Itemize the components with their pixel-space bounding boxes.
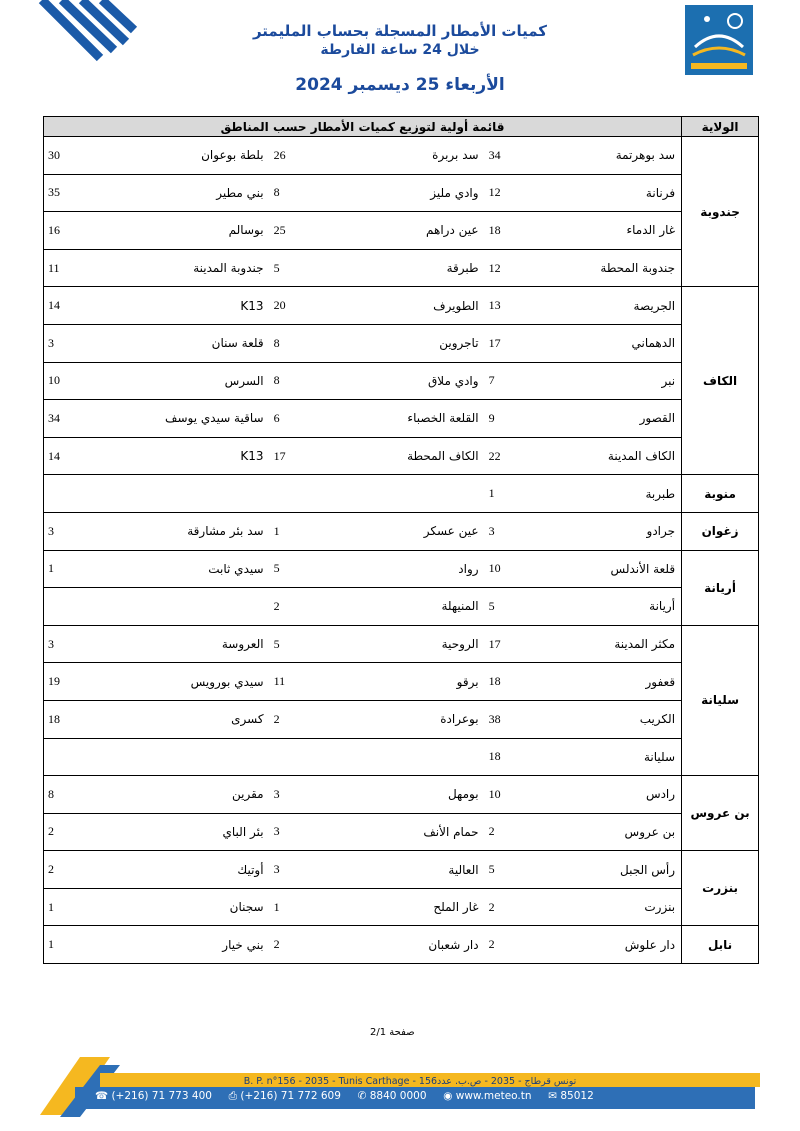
place-name: القصور bbox=[525, 400, 682, 438]
place-name bbox=[310, 475, 485, 513]
table-row bbox=[44, 851, 759, 889]
governorate-cell: منوبة bbox=[682, 475, 759, 513]
place-value: 1 bbox=[270, 512, 310, 550]
place-value: 10 bbox=[485, 550, 525, 588]
place-value: 12 bbox=[485, 174, 525, 212]
table-row bbox=[44, 888, 759, 926]
table-row bbox=[44, 776, 759, 814]
governorate-cell: جندوبة bbox=[682, 137, 759, 287]
place-value: 2 bbox=[485, 926, 525, 964]
place-value bbox=[44, 588, 100, 626]
place-value: 3 bbox=[270, 851, 310, 889]
place-value: 11 bbox=[44, 249, 100, 287]
table-row bbox=[44, 324, 759, 362]
place-name: العالية bbox=[310, 851, 485, 889]
place-name: المنيهلة bbox=[310, 588, 485, 626]
title-line2: خلال 24 ساعة الفارطة bbox=[320, 42, 480, 58]
place-name: رأس الجبل bbox=[525, 851, 682, 889]
place-value: 7 bbox=[485, 362, 525, 400]
place-name: دار علوش bbox=[525, 926, 682, 964]
place-name: تاجروين bbox=[310, 324, 485, 362]
place-value: 14 bbox=[44, 287, 100, 325]
place-name: جندوبة المحطة bbox=[525, 249, 682, 287]
place-value bbox=[270, 475, 310, 513]
place-name: غار الدماء bbox=[525, 212, 682, 250]
place-name: نبر bbox=[525, 362, 682, 400]
place-value bbox=[270, 738, 310, 776]
header-governorate: الولاية bbox=[682, 117, 759, 137]
place-name: مقرين bbox=[100, 776, 270, 814]
footer-address: B. P. n°156 - 2035 - Tunis Carthage - تونس قرطاج - 2035 - ص.ب. عدد156 bbox=[243, 1076, 577, 1087]
table-header bbox=[44, 117, 759, 137]
table-row bbox=[44, 588, 759, 626]
place-name: عين دراهم bbox=[310, 212, 485, 250]
title-line1: كميات الأمطار المسجلة بحساب المليمتر bbox=[252, 22, 548, 40]
place-value: 3 bbox=[44, 625, 100, 663]
place-name: سد بوهرتمة bbox=[525, 137, 682, 175]
table-row bbox=[44, 625, 759, 663]
footer-contacts bbox=[95, 1090, 594, 1103]
place-name: دار شعبان bbox=[310, 926, 485, 964]
place-name: جندوبة المدينة bbox=[100, 249, 270, 287]
place-name: وادي مليز bbox=[310, 174, 485, 212]
place-value: 22 bbox=[485, 437, 525, 475]
place-value: 1 bbox=[270, 888, 310, 926]
place-name bbox=[310, 738, 485, 776]
place-value: 35 bbox=[44, 174, 100, 212]
place-name: وادي ملاق bbox=[310, 362, 485, 400]
place-value: 16 bbox=[44, 212, 100, 250]
footer-fax: (+216) 71 772 609 bbox=[240, 1090, 341, 1102]
place-name: K13 bbox=[100, 437, 270, 475]
place-value: 8 bbox=[270, 324, 310, 362]
place-value: 2 bbox=[270, 700, 310, 738]
place-name: ساقية سيدي يوسف bbox=[100, 400, 270, 438]
place-value: 2 bbox=[485, 813, 525, 851]
table-row bbox=[44, 400, 759, 438]
footer-sms: 85012 bbox=[560, 1090, 594, 1102]
place-value: 1 bbox=[485, 475, 525, 513]
place-value: 12 bbox=[485, 249, 525, 287]
footer-web[interactable]: www.meteo.tn bbox=[455, 1090, 532, 1102]
governorate-cell: سليانة bbox=[682, 625, 759, 775]
place-value: 5 bbox=[485, 588, 525, 626]
place-value: 1 bbox=[44, 888, 100, 926]
table-row bbox=[44, 212, 759, 250]
place-value: 5 bbox=[270, 249, 310, 287]
place-name: سد بئر مشارقة bbox=[100, 512, 270, 550]
fax-icon: ⎙ bbox=[228, 1090, 238, 1102]
place-value: 34 bbox=[485, 137, 525, 175]
table-row bbox=[44, 437, 759, 475]
place-value: 2 bbox=[44, 813, 100, 851]
place-name bbox=[100, 475, 270, 513]
place-name: قلعة سنان bbox=[100, 324, 270, 362]
place-name: بنزرت bbox=[525, 888, 682, 926]
place-value: 19 bbox=[44, 663, 100, 701]
place-name: الجريصة bbox=[525, 287, 682, 325]
governorate-cell: زغوان bbox=[682, 512, 759, 550]
place-value: 2 bbox=[44, 851, 100, 889]
place-name: بلطة بوعوان bbox=[100, 137, 270, 175]
place-name: الدهماني bbox=[525, 324, 682, 362]
institute-logo bbox=[685, 5, 753, 75]
place-name: الكريب bbox=[525, 700, 682, 738]
place-name: بن عروس bbox=[525, 813, 682, 851]
place-name: رادس bbox=[525, 776, 682, 814]
web-icon: ◉ bbox=[443, 1090, 453, 1102]
place-name: K13 bbox=[100, 287, 270, 325]
place-value: 8 bbox=[44, 776, 100, 814]
place-value: 18 bbox=[485, 212, 525, 250]
table-row bbox=[44, 738, 759, 776]
place-name: طبرقة bbox=[310, 249, 485, 287]
report-date: الأربعاء 25 ديسمبر 2024 bbox=[295, 75, 505, 95]
place-name: الروحية bbox=[310, 625, 485, 663]
place-name: سد بربرة bbox=[310, 137, 485, 175]
governorate-cell: أريانة bbox=[682, 550, 759, 625]
place-value: 5 bbox=[485, 851, 525, 889]
page-number: صفحة 2/1 bbox=[370, 1027, 415, 1038]
place-name: الطويرف bbox=[310, 287, 485, 325]
table-row bbox=[44, 550, 759, 588]
place-name: أريانة bbox=[525, 588, 682, 626]
table-row bbox=[44, 663, 759, 701]
place-value: 3 bbox=[44, 324, 100, 362]
place-value: 17 bbox=[485, 625, 525, 663]
place-name: طبربة bbox=[525, 475, 682, 513]
place-value: 25 bbox=[270, 212, 310, 250]
place-name: سليانة bbox=[525, 738, 682, 776]
place-value bbox=[44, 738, 100, 776]
place-value: 17 bbox=[485, 324, 525, 362]
place-name: قلعة الأندلس bbox=[525, 550, 682, 588]
place-value: 13 bbox=[485, 287, 525, 325]
table-row bbox=[44, 512, 759, 550]
place-value: 5 bbox=[270, 625, 310, 663]
place-value: 8 bbox=[270, 362, 310, 400]
header-list: قائمة أولية لتوزيع كميات الأمطار حسب المناطق bbox=[44, 117, 682, 137]
place-value: 2 bbox=[485, 888, 525, 926]
green-number-icon: ✆ bbox=[357, 1090, 367, 1102]
place-name: بئر الباي bbox=[100, 813, 270, 851]
place-value: 14 bbox=[44, 437, 100, 475]
table-row bbox=[44, 926, 759, 964]
governorate-cell: الكاف bbox=[682, 287, 759, 475]
place-value: 18 bbox=[44, 700, 100, 738]
table-row bbox=[44, 362, 759, 400]
place-name: بني خيار bbox=[100, 926, 270, 964]
place-value: 10 bbox=[485, 776, 525, 814]
place-name: القلعة الخصباء bbox=[310, 400, 485, 438]
place-name: برقو bbox=[310, 663, 485, 701]
place-name: بومهل bbox=[310, 776, 485, 814]
place-value: 1 bbox=[44, 926, 100, 964]
place-name: سيدي بورويس bbox=[100, 663, 270, 701]
place-value: 30 bbox=[44, 137, 100, 175]
place-name: رواد bbox=[310, 550, 485, 588]
place-name: قعفور bbox=[525, 663, 682, 701]
place-value: 18 bbox=[485, 663, 525, 701]
place-value: 18 bbox=[485, 738, 525, 776]
governorate-cell: بنزرت bbox=[682, 851, 759, 926]
table-row bbox=[44, 475, 759, 513]
place-value: 2 bbox=[270, 588, 310, 626]
place-value: 5 bbox=[270, 550, 310, 588]
place-name: بني مطير bbox=[100, 174, 270, 212]
place-name: مكثر المدينة bbox=[525, 625, 682, 663]
place-value: 3 bbox=[270, 776, 310, 814]
table-row bbox=[44, 249, 759, 287]
place-value: 1 bbox=[44, 550, 100, 588]
place-value: 20 bbox=[270, 287, 310, 325]
place-name: أوتيك bbox=[100, 851, 270, 889]
place-value: 3 bbox=[270, 813, 310, 851]
place-value: 17 bbox=[270, 437, 310, 475]
place-value: 11 bbox=[270, 663, 310, 701]
place-value: 8 bbox=[270, 174, 310, 212]
place-name: جرادو bbox=[525, 512, 682, 550]
sms-icon: ✉ bbox=[548, 1090, 558, 1102]
place-name: سيدي ثابت bbox=[100, 550, 270, 588]
place-name: حمام الأنف bbox=[310, 813, 485, 851]
place-value: 2 bbox=[270, 926, 310, 964]
place-value bbox=[44, 475, 100, 513]
governorate-cell: بن عروس bbox=[682, 776, 759, 851]
place-value: 10 bbox=[44, 362, 100, 400]
table-row bbox=[44, 813, 759, 851]
footer-green: 8840 0000 bbox=[369, 1090, 427, 1102]
table-row bbox=[44, 137, 759, 175]
place-value: 38 bbox=[485, 700, 525, 738]
place-name: العروسة bbox=[100, 625, 270, 663]
place-name: بوسالم bbox=[100, 212, 270, 250]
place-name: السرس bbox=[100, 362, 270, 400]
table-row bbox=[44, 700, 759, 738]
place-name: غار الملح bbox=[310, 888, 485, 926]
place-value: 9 bbox=[485, 400, 525, 438]
place-value: 34 bbox=[44, 400, 100, 438]
place-name: كسرى bbox=[100, 700, 270, 738]
decorative-stripes bbox=[30, 0, 140, 75]
table-row bbox=[44, 287, 759, 325]
place-value: 6 bbox=[270, 400, 310, 438]
place-name: سجنان bbox=[100, 888, 270, 926]
place-name bbox=[100, 738, 270, 776]
place-name bbox=[100, 588, 270, 626]
place-name: الكاف المدينة bbox=[525, 437, 682, 475]
governorate-cell: نابل bbox=[682, 926, 759, 964]
place-name: بوعرادة bbox=[310, 700, 485, 738]
place-name: عين عسكر bbox=[310, 512, 485, 550]
place-value: 3 bbox=[485, 512, 525, 550]
rainfall-table bbox=[43, 116, 759, 964]
table-row bbox=[44, 174, 759, 212]
place-value: 3 bbox=[44, 512, 100, 550]
place-name: فرنانة bbox=[525, 174, 682, 212]
place-value: 26 bbox=[270, 137, 310, 175]
footer-phone: (+216) 71 773 400 bbox=[111, 1090, 212, 1102]
phone-icon: ☎ bbox=[95, 1090, 109, 1102]
place-name: الكاف المحطة bbox=[310, 437, 485, 475]
